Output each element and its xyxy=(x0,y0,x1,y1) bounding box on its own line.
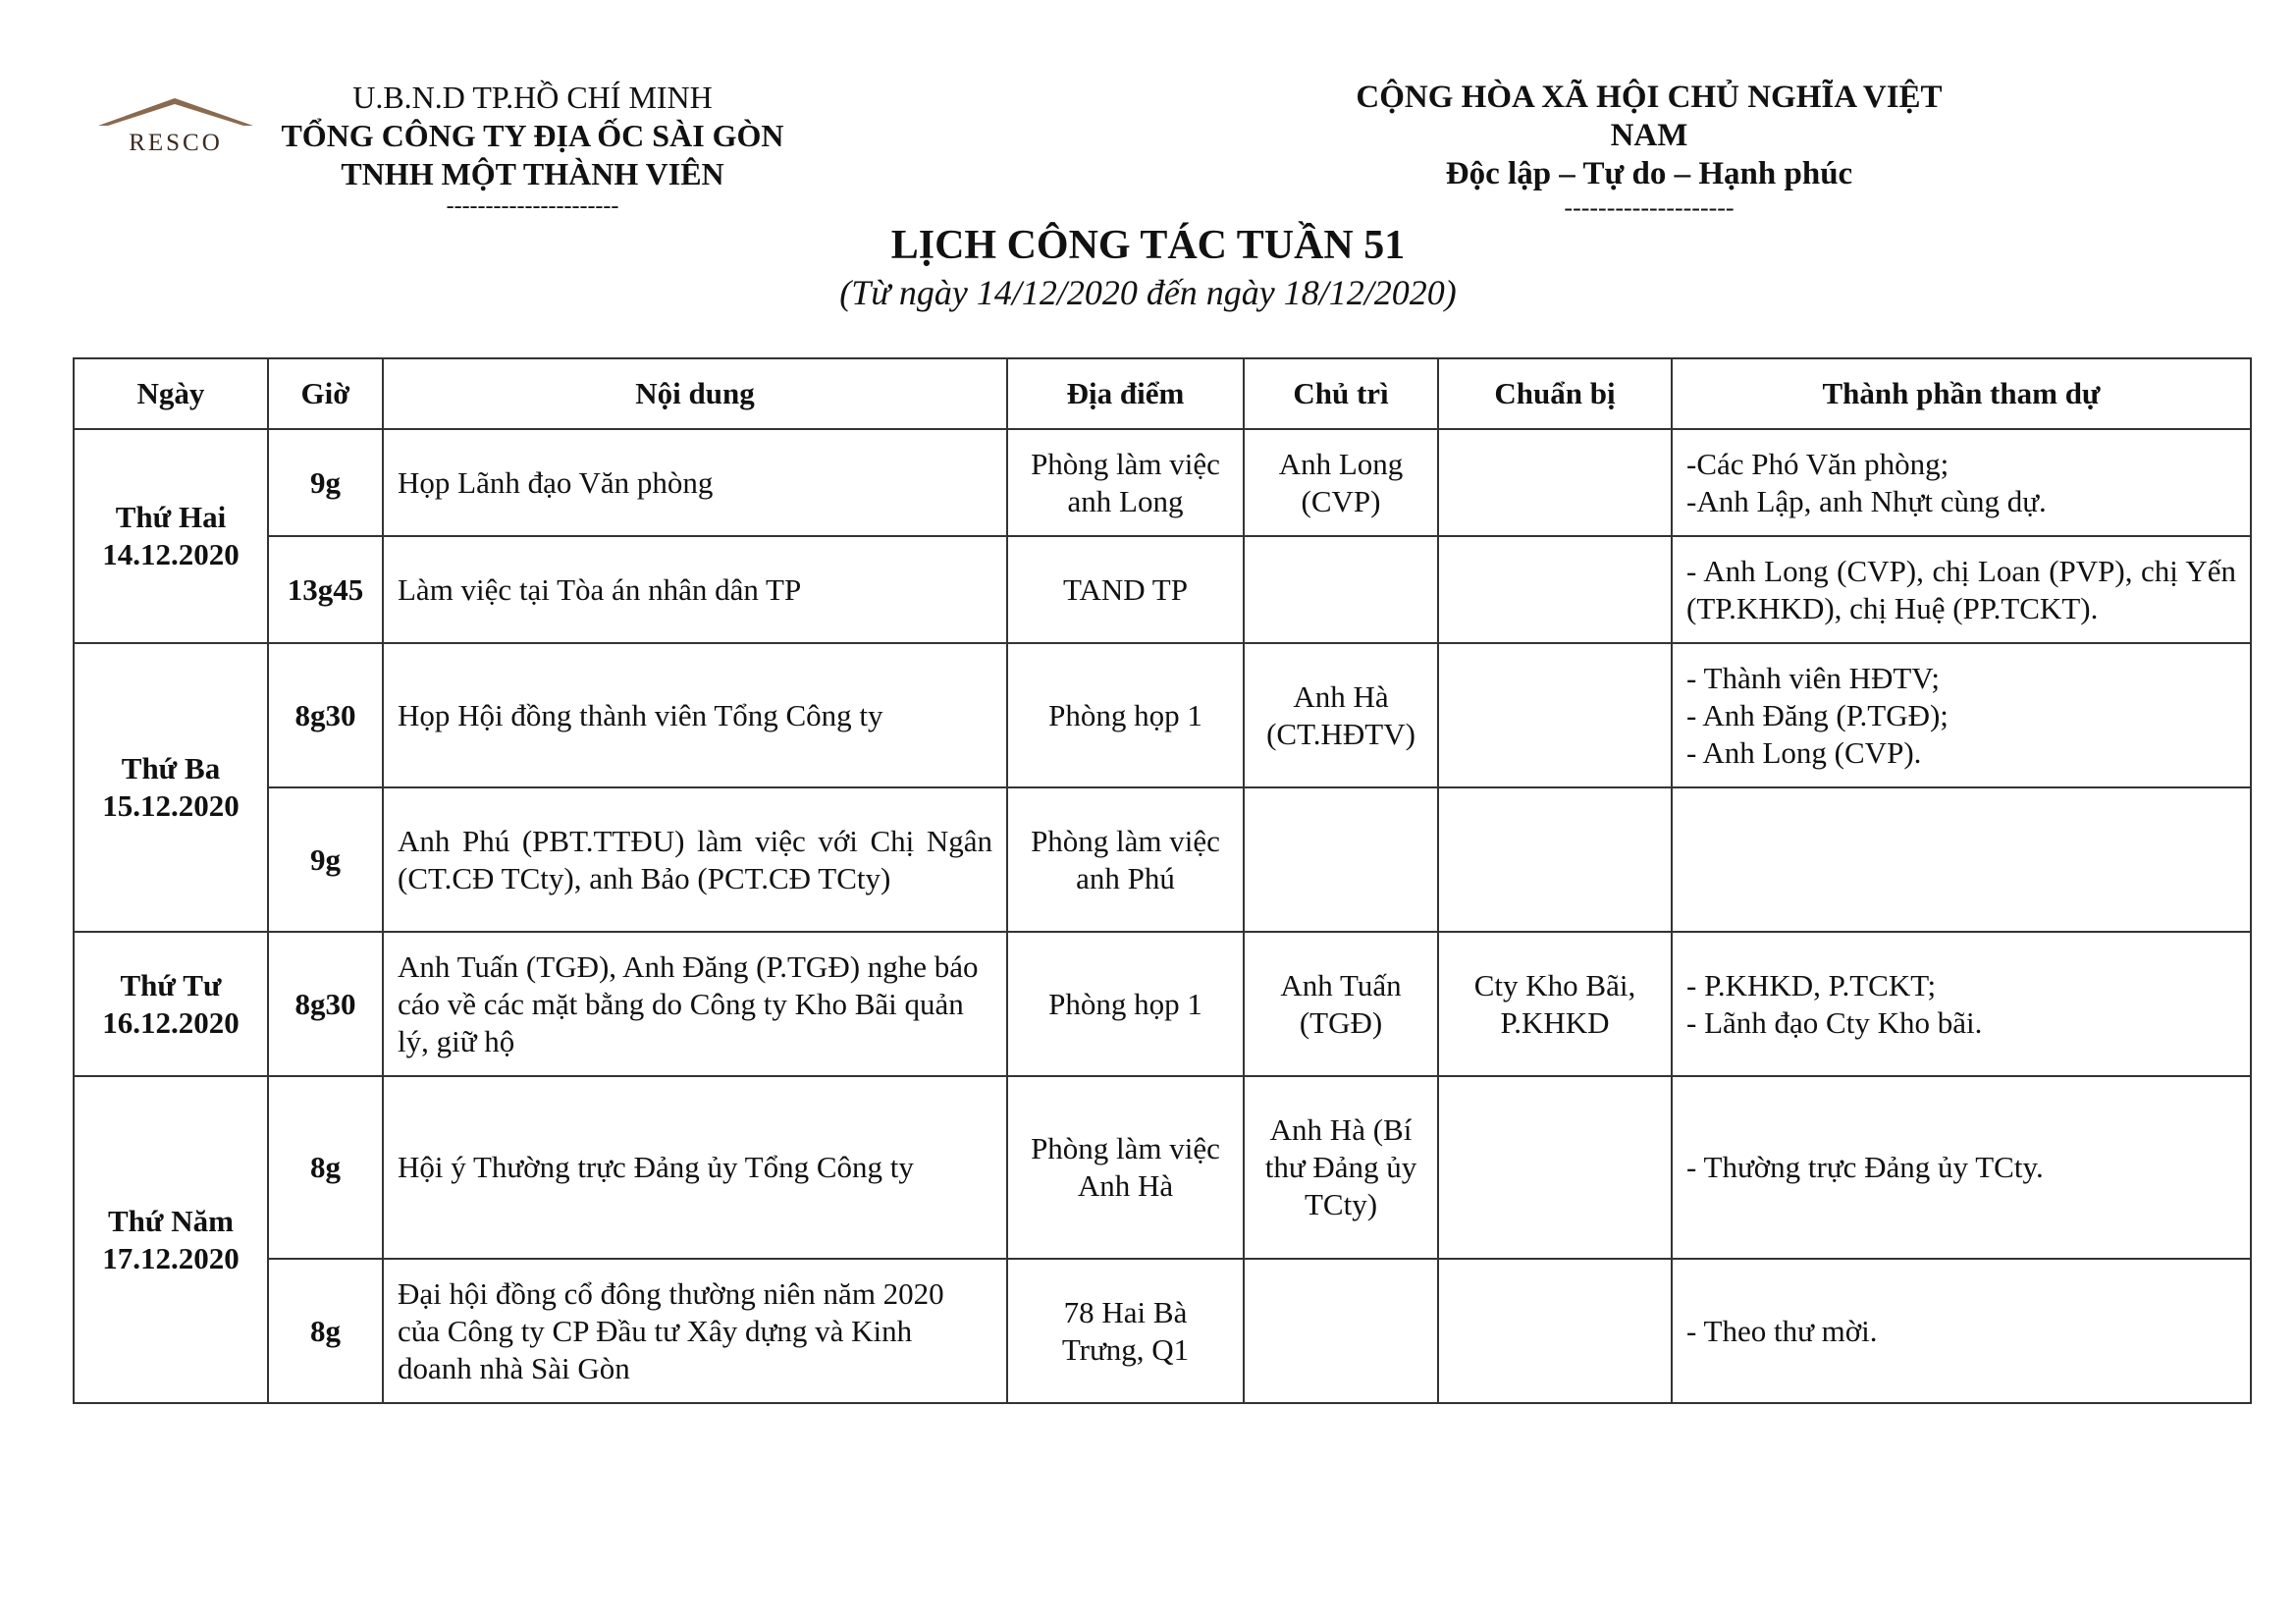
page-title: LỊCH CÔNG TÁC TUẦN 51 xyxy=(890,223,1406,268)
prepare-cell xyxy=(1438,643,1672,787)
day-cell xyxy=(74,643,268,932)
location-cell: Phòng làm việc Anh Hà xyxy=(1007,1076,1244,1259)
roof-icon xyxy=(96,96,255,130)
attendees-cell xyxy=(1672,787,2251,932)
content-cell: Anh Phú (PBT.TTĐU) làm việc với Chị Ngân (CT.CĐ TCty), anh Bảo (PCT.CĐ TCty) xyxy=(383,787,1007,932)
table-row xyxy=(74,1076,2251,1259)
day-name: Thứ Ba xyxy=(121,751,221,785)
resco-logo xyxy=(96,96,255,157)
header-cell-attendees: Thành phần tham dự xyxy=(1672,358,2251,429)
location-cell: Phòng họp 1 xyxy=(1007,643,1244,787)
prepare-cell xyxy=(1438,1259,1672,1403)
national-header xyxy=(1335,79,1963,223)
content-cell: Anh Tuấn (TGĐ), Anh Đăng (P.TGĐ) nghe báo cáo về các mặt bằng do Công ty Kho Bãi quản lý, giữ hộ xyxy=(383,932,1007,1076)
chair-cell xyxy=(1244,536,1438,643)
content-cell: Họp Hội đồng thành viên Tổng Công ty xyxy=(383,643,1007,787)
table-row xyxy=(74,1259,2251,1403)
header-cell-time: Giờ xyxy=(268,358,383,429)
attendees-cell: - Theo thư mời. xyxy=(1672,1259,2251,1403)
attendees-cell: - Thường trực Đảng ủy TCty. xyxy=(1672,1076,2251,1259)
schedule-table xyxy=(73,357,2252,1404)
chair-cell: Anh Hà (CT.HĐTV) xyxy=(1244,643,1438,787)
content-cell: Hội ý Thường trực Đảng ủy Tổng Công ty xyxy=(383,1076,1007,1259)
header-cell-location: Địa điểm xyxy=(1007,358,1244,429)
prepare-cell xyxy=(1438,1076,1672,1259)
content-cell: Họp Lãnh đạo Văn phòng xyxy=(383,429,1007,536)
nation-divider: -------------------- xyxy=(1564,193,1735,222)
table-row xyxy=(74,536,2251,643)
prepare-cell: Cty Kho Bãi, P.KHKD xyxy=(1438,932,1672,1076)
prepare-cell xyxy=(1438,429,1672,536)
table-row xyxy=(74,643,2251,787)
org-divider: ---------------------- xyxy=(446,193,619,219)
location-cell: TAND TP xyxy=(1007,536,1244,643)
logo-brand-text: RESCO xyxy=(129,130,223,156)
table-row xyxy=(74,932,2251,1076)
day-name: Thứ Năm xyxy=(108,1203,234,1238)
attendee-line: - P.KHKD, P.TCKT; xyxy=(1686,967,1937,1002)
location-cell: 78 Hai Bà Trưng, Q1 xyxy=(1007,1259,1244,1403)
day-date: 15.12.2020 xyxy=(102,788,240,823)
content-cell: Đại hội đồng cổ đông thường niên năm 2020 của Công ty CP Đầu tư Xây dựng và Kinh doanh nhà Sài Gòn xyxy=(383,1259,1007,1403)
time-cell: 9g xyxy=(268,429,383,536)
day-cell xyxy=(74,932,268,1076)
time-cell: 8g xyxy=(268,1076,383,1259)
chair-cell: Anh Long (CVP) xyxy=(1244,429,1438,536)
attendees-cell xyxy=(1672,643,2251,787)
content-cell: Làm việc tại Tòa án nhân dân TP xyxy=(383,536,1007,643)
org-line-2: TỔNG CÔNG TY ĐỊA ỐC SÀI GÒN xyxy=(281,118,784,153)
table-row xyxy=(74,787,2251,932)
prepare-cell xyxy=(1438,787,1672,932)
prepare-cell xyxy=(1438,536,1672,643)
day-name: Thứ Tư xyxy=(120,967,222,1002)
attendee-line: - Anh Đăng (P.TGĐ); xyxy=(1686,697,1949,732)
time-cell: 13g45 xyxy=(268,536,383,643)
chair-cell xyxy=(1244,787,1438,932)
day-name: Thứ Hai xyxy=(115,500,227,534)
day-date: 16.12.2020 xyxy=(102,1004,240,1040)
location-cell: Phòng họp 1 xyxy=(1007,932,1244,1076)
header-cell-prepare: Chuẩn bị xyxy=(1438,358,1672,429)
time-cell: 8g30 xyxy=(268,932,383,1076)
attendees-cell xyxy=(1672,429,2251,536)
org-line-1: U.B.N.D TP.HỒ CHÍ MINH xyxy=(352,80,713,115)
nation-motto: Độc lập – Tự do – Hạnh phúc xyxy=(1445,156,1853,191)
attendee-line: - Thành viên HĐTV; xyxy=(1686,660,1940,695)
time-cell: 9g xyxy=(268,787,383,932)
chair-cell: Anh Tuấn (TGĐ) xyxy=(1244,932,1438,1076)
attendee-line: - Anh Long (CVP). xyxy=(1686,734,1922,770)
attendees-cell xyxy=(1672,932,2251,1076)
header-cell-chair: Chủ trì xyxy=(1244,358,1438,429)
day-cell xyxy=(74,1076,268,1403)
page-subtitle: (Từ ngày 14/12/2020 đến ngày 18/12/2020) xyxy=(839,273,1457,312)
org-line-3: TNHH MỘT THÀNH VIÊN xyxy=(341,156,724,191)
attendee-line: -Anh Lập, anh Nhựt cùng dự. xyxy=(1686,483,2047,518)
day-date: 14.12.2020 xyxy=(102,537,240,571)
table-row xyxy=(74,429,2251,536)
nation-name: CỘNG HÒA XÃ HỘI CHỦ NGHĨA VIỆT NAM xyxy=(1356,80,1943,153)
chair-cell: Anh Hà (Bí thư Đảng ủy TCty) xyxy=(1244,1076,1438,1259)
day-date: 17.12.2020 xyxy=(102,1240,240,1275)
attendee-line: - Lãnh đạo Cty Kho bãi. xyxy=(1686,1004,1983,1040)
header-cell-content: Nội dung xyxy=(383,358,1007,429)
chair-cell xyxy=(1244,1259,1438,1403)
time-cell: 8g xyxy=(268,1259,383,1403)
attendee-line: -Các Phó Văn phòng; xyxy=(1686,446,1949,481)
day-cell xyxy=(74,429,268,643)
location-cell: Phòng làm việc anh Phú xyxy=(1007,787,1244,932)
time-cell: 8g30 xyxy=(268,643,383,787)
header-cell-day: Ngày xyxy=(74,358,268,429)
location-cell: Phòng làm việc anh Long xyxy=(1007,429,1244,536)
table-header-row xyxy=(74,358,2251,429)
attendees-cell: - Anh Long (CVP), chị Loan (PVP), chị Yến (TP.KHKD), chị Huệ (PP.TCKT). xyxy=(1672,536,2251,643)
organization-header xyxy=(265,79,800,219)
